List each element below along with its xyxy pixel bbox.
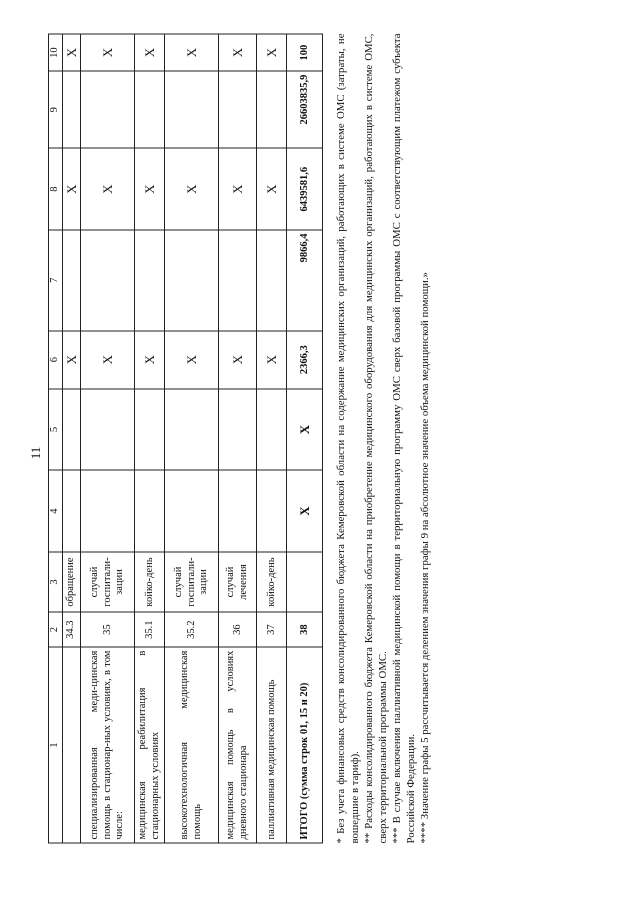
table-cell-2: 35: [81, 612, 135, 647]
table-cell-7: 9866,4: [287, 229, 323, 330]
table-cell-6: X: [165, 330, 219, 388]
table-cell-7: [219, 229, 257, 330]
table-cell-8: X: [63, 148, 81, 230]
table-cell-10: 100: [287, 34, 323, 71]
table-row: [135, 34, 165, 843]
header-cell-7: 7: [49, 229, 63, 330]
table-cell-5: [63, 388, 81, 470]
table-cell-4: X: [287, 470, 323, 552]
header-cell-3: 3: [49, 551, 63, 611]
table-cell-4: [257, 470, 287, 552]
table-cell-8: X: [165, 148, 219, 230]
table-cell-1: высокотехнологичная медицинская помощь: [165, 647, 219, 843]
table-cell-4: [135, 470, 165, 552]
table-cell-7: [135, 229, 165, 330]
table-cell-7: [165, 229, 219, 330]
table-row: [219, 34, 257, 843]
table-cell-2: 38: [287, 612, 323, 647]
table-cell-4: [81, 470, 135, 552]
table-cell-1: медицинская реабилитация в стационарных условиях: [135, 647, 165, 843]
table-cell-3: случай лечения: [219, 551, 257, 611]
table-cell-5: [257, 388, 287, 470]
table-cell-10: X: [135, 34, 165, 71]
table-cell-4: [219, 470, 257, 552]
table-row: [81, 34, 135, 843]
table-cell-5: [219, 388, 257, 470]
table-cell-4: [63, 470, 81, 552]
header-cell-8: 8: [49, 148, 63, 230]
table-cell-8: X: [257, 148, 287, 230]
table-cell-3: обращение: [63, 551, 81, 611]
table-cell-4: [165, 470, 219, 552]
table-cell-9: [81, 71, 135, 148]
table-cell-1: ИТОГО (сумма строк 01, 15 и 20): [287, 647, 323, 843]
table-cell-7: [63, 229, 81, 330]
table-cell-9: [165, 71, 219, 148]
header-cell-10: 10: [49, 34, 63, 71]
table-cell-6: 2366,3: [287, 330, 323, 388]
table-cell-2: 35.2: [165, 612, 219, 647]
table-cell-1: специализированная меди-цинская помощь в стационар-ных условиях, в том числе:: [81, 647, 135, 843]
table-cell-8: X: [81, 148, 135, 230]
table-cell-5: X: [287, 388, 323, 470]
header-cell-2: 2: [49, 612, 63, 647]
table-cell-8: X: [219, 148, 257, 230]
table-cell-10: X: [165, 34, 219, 71]
table-cell-5: [135, 388, 165, 470]
table-cell-6: X: [81, 330, 135, 388]
table-row: [257, 34, 287, 843]
table-cell-5: [81, 388, 135, 470]
header-cell-4: 4: [49, 470, 63, 552]
footnote-2: ** Расходы консолидированного бюджета Кемеровской области на приобретение медицинского оборудования для медицинских организаций, работающих в системе ОМС, сверх территориальной программы ОМС.: [363, 33, 390, 843]
header-cell-1: 1: [49, 647, 63, 843]
table-cell-2: 35.1: [135, 612, 165, 647]
table-cell-3: койко-день: [257, 551, 287, 611]
table-cell-1: медицинская помощь в условиях дневного стационара: [219, 647, 257, 843]
table-cell-7: [257, 229, 287, 330]
table-cell-3: случай госпитали-зации: [165, 551, 219, 611]
table-cell-7: [81, 229, 135, 330]
table-cell-9: [257, 71, 287, 148]
table-cell-9: [63, 71, 81, 148]
table-row: [287, 34, 323, 843]
table-cell-3: случай госпитали-зации: [81, 551, 135, 611]
footnote-4: **** Значение графы 5 рассчитывается делением значения графы 9 на абсолютное значение объема медицинской помощи.»: [419, 271, 432, 843]
table-cell-2: 37: [257, 612, 287, 647]
table-cell-2: 34.3: [63, 612, 81, 647]
page-number: 11: [28, 446, 43, 459]
table-cell-3: койко-день: [135, 551, 165, 611]
table-cell-2: 36: [219, 612, 257, 647]
table-cell-8: X: [135, 148, 165, 230]
table-cell-6: X: [63, 330, 81, 388]
table-cell-1: [63, 647, 81, 843]
table-cell-10: X: [63, 34, 81, 71]
header-cell-5: 5: [49, 388, 63, 470]
table-cell-5: [165, 388, 219, 470]
medical-care-table: [48, 33, 323, 843]
footnote-1: * Без учета финансовых средств консолидированного бюджета Кемеровской области на содержание медицинских организаций, работающих в системе ОМС (затраты, не вошедшие в тариф).: [335, 33, 362, 843]
table-cell-6: X: [219, 330, 257, 388]
footnote-3: *** В случае включения паллиативной медицинской помощи в территориальную программу ОМС сверх базовой программы ОМС с соответствующим платежом субъекта Российской Федерации.: [391, 33, 418, 843]
footnotes: [334, 33, 432, 843]
table-header-row: [49, 34, 63, 843]
table-cell-10: X: [257, 34, 287, 71]
table-cell-8: 6439581,6: [287, 148, 323, 230]
table-cell-10: X: [219, 34, 257, 71]
table-cell-1: паллиативная медицинская помощь: [257, 647, 287, 843]
table-cell-6: X: [257, 330, 287, 388]
table-cell-9: [219, 71, 257, 148]
table-cell-9: 26603835,9: [287, 71, 323, 148]
table-cell-6: X: [135, 330, 165, 388]
header-cell-9: 9: [49, 71, 63, 148]
table-cell-10: X: [81, 34, 135, 71]
table-row: [165, 34, 219, 843]
table-cell-9: [135, 71, 165, 148]
table-cell-3: [287, 551, 323, 611]
header-cell-6: 6: [49, 330, 63, 388]
table-row: [63, 34, 81, 843]
table-body: [49, 34, 323, 843]
